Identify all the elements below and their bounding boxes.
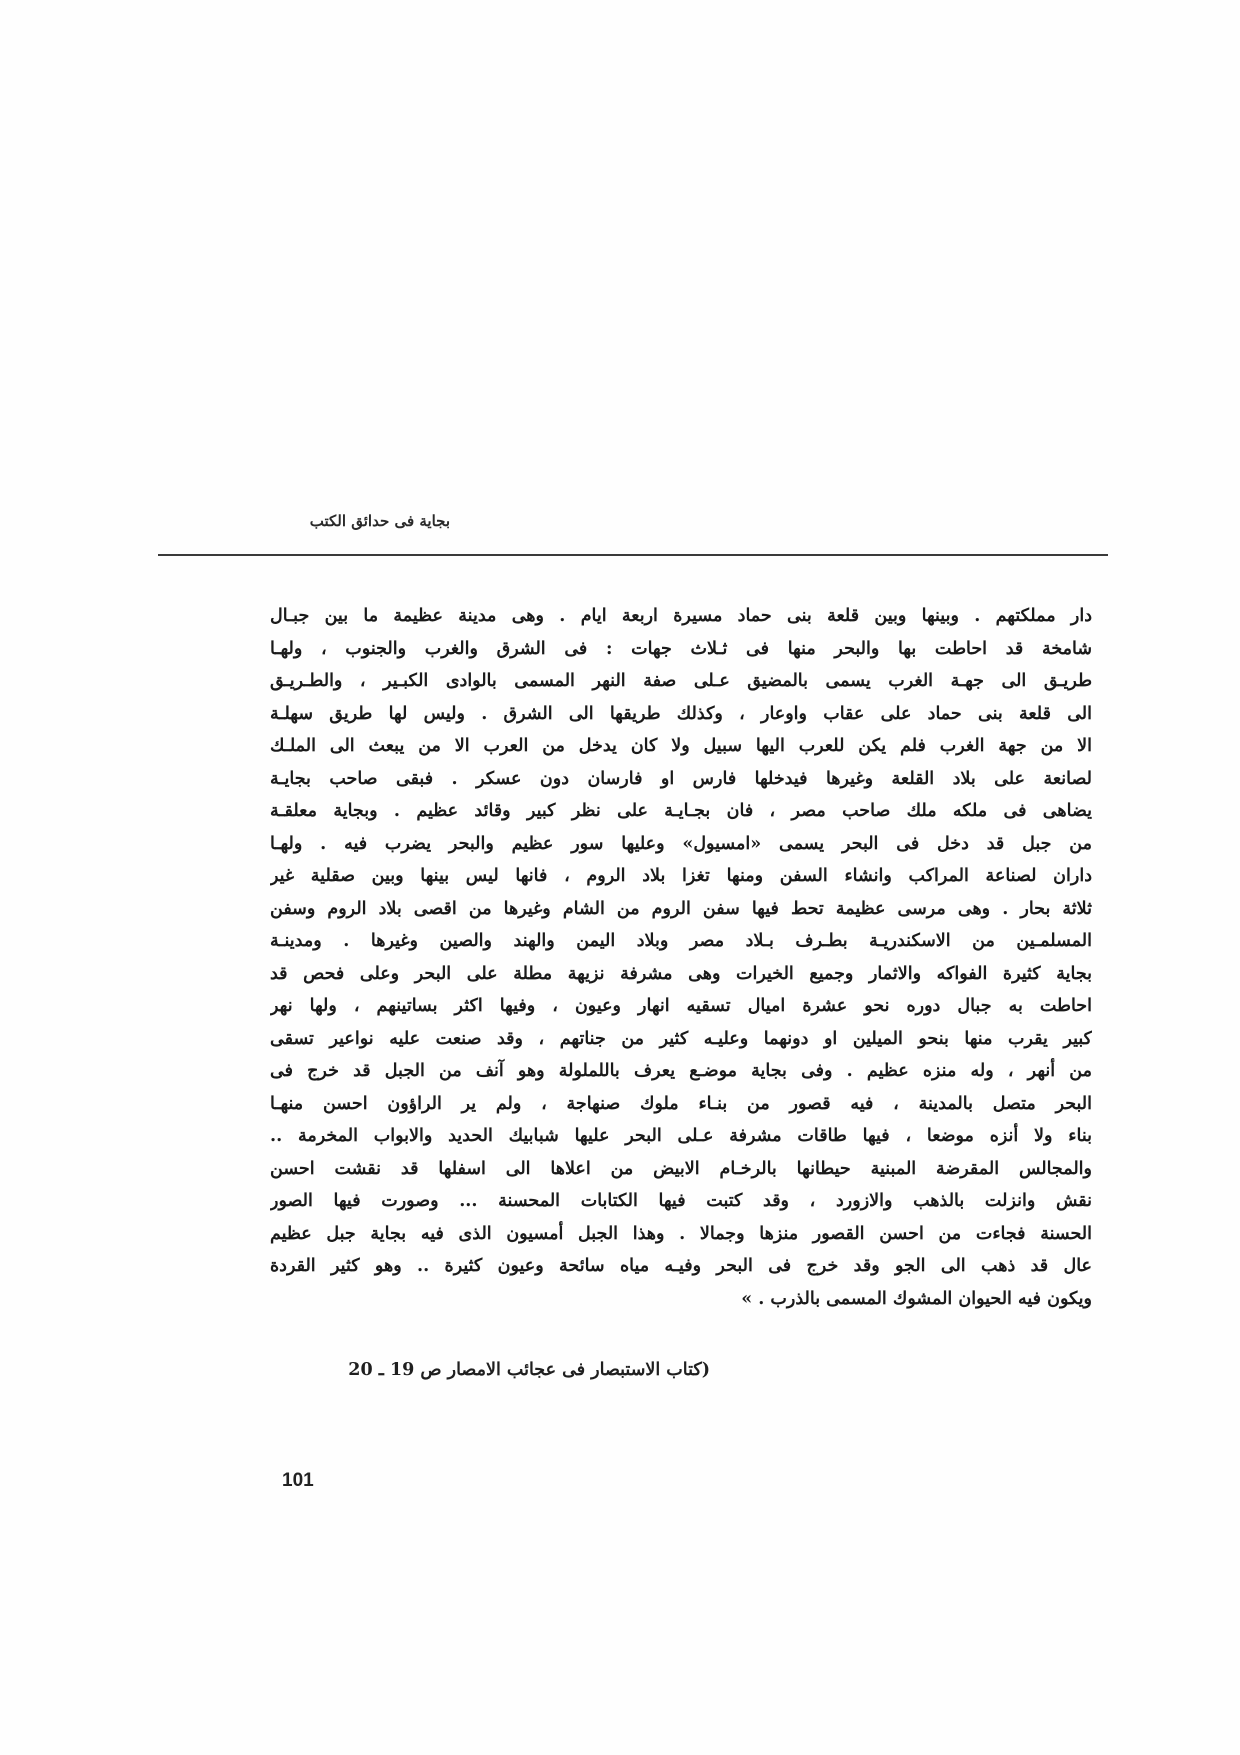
text-line: دار مملكتهم . وبينها وبين قلعة بنى حماد مسيرة اربعة ايام . وهى مدينة عظيمة ما بين جبـال xyxy=(270,606,1092,626)
text-line: الحسنة فجاءت من احسن القصور منزها وجمالا . وهذا الجبل أمسيون الذى فيه بجاية جبل عظيم xyxy=(270,1223,1092,1244)
text-line: الى قلعة بنى حماد على عقاب واوعار ، وكذلك طريقها الى الشرق . وليس لها طريق سهلـة xyxy=(270,703,1092,724)
text-line: احاطت به جبال دوره نحو عشرة اميال تسقيه انهار وعيون ، وفيها اكثر بساتينهم ، ولها نهر xyxy=(270,996,1092,1016)
text-line: من جبل قد دخل فى البحر يسمى «امسيول» وعليها سور عظيم والبحر يضرب فيه . ولهـا xyxy=(270,833,1092,854)
text-line: طريـق الى جهـة الغرب يسمى بالمضيق عـلى صفة النهر المسمى بالوادى الكبـير ، والطـريـق xyxy=(270,671,1092,691)
text-line: داران لصناعة المراكب وانشاء السفن ومنها تغزا بلاد الروم ، فانها ليس بينها وبين صقلية غير xyxy=(270,866,1092,886)
text-line: شامخة قد احاطت بها والبحر منها فى ثـلاث جهات : فى الشرق والغرب والجنوب ، ولهـا xyxy=(270,638,1092,659)
text-line: ويكون فيه الحيوان المشوك المسمى بالذرب . » xyxy=(741,1288,1092,1309)
text-line: لصانعة على بلاد القلعة وغيرها فيدخلها فارس او فارسان دون عسكر . فبقى صاحب بجايـة xyxy=(270,768,1092,789)
text-line: والمجالس المقرضة المبنية حيطانها بالرخـام الابيض من اعلاها الى اسفلها قد نقشت احسن xyxy=(270,1158,1092,1179)
text-line: كبير يقرب منها بنحو الميلين او دونهما وعليـه كثير من جناتهم ، وقد صنعت عليه نواعير تسقى xyxy=(270,1028,1092,1049)
body-paragraph xyxy=(270,600,1092,1315)
text-line: الا من جهة الغرب فلم يكن للعرب اليها سبيل ولا كان يدخل من العرب الا من يبعث الى الملـك xyxy=(270,736,1092,756)
text-line: بجاية كثيرة الفواكه والاثمار وجميع الخيرات وهى مشرفة نزيهة مطلة على البحر وعلى فحص قد xyxy=(270,963,1092,984)
text-line: عال قد ذهب الى الجو وقد خرج فى البحر وفيـه مياه سائحة وعيون كثيرة .. وهو كثير القردة xyxy=(270,1256,1092,1276)
page-number: 101 xyxy=(282,1470,314,1491)
text-line: ثلاثة بحار . وهى مرسى عظيمة تحط فيها سفن الروم من الشام وغيرها من اقصى بلاد الروم وسفن xyxy=(270,898,1092,919)
text-line: من أنهر ، وله منزه عظيم . وفى بجاية موضـع يعرف باللملولة وهو آنف من الجبل قد خرج فى xyxy=(270,1061,1092,1081)
text-line: المسلمـين من الاسكندريـة بطـرف بـلاد مصر وبلاد اليمن والهند والصين وغيرها . ومدينـة xyxy=(270,931,1092,951)
text-line: بناء ولا أنزه موضعا ، فيها طاقات مشرفة عـلى البحر عليها شبابيك الحديد والابواب المخرمة .. xyxy=(270,1126,1092,1146)
text-line: نقش وانزلت بالذهب والازورد ، وقد كتبت فيها الكتابات المحسنة ... وصورت فيها الصور xyxy=(270,1191,1092,1211)
source-citation: (كتاب الاستبصار فى عجائب الامصار ص 19 ـ 20 xyxy=(348,1360,710,1380)
header-rule xyxy=(158,554,1108,556)
text-line: يضاهى فى ملكه ملك صاحب مصر ، فان بجـايـة على نظر كبير وقائد عظيم . وبجاية معلقـة xyxy=(270,801,1092,821)
running-head-title: بجاية فى حدائق الكتب xyxy=(309,512,450,530)
text-line: البحر متصل بالمدينة ، فيه قصور من بنـاء ملوك صنهاجة ، ولم ير الراؤون احسن منهـا xyxy=(270,1093,1092,1114)
